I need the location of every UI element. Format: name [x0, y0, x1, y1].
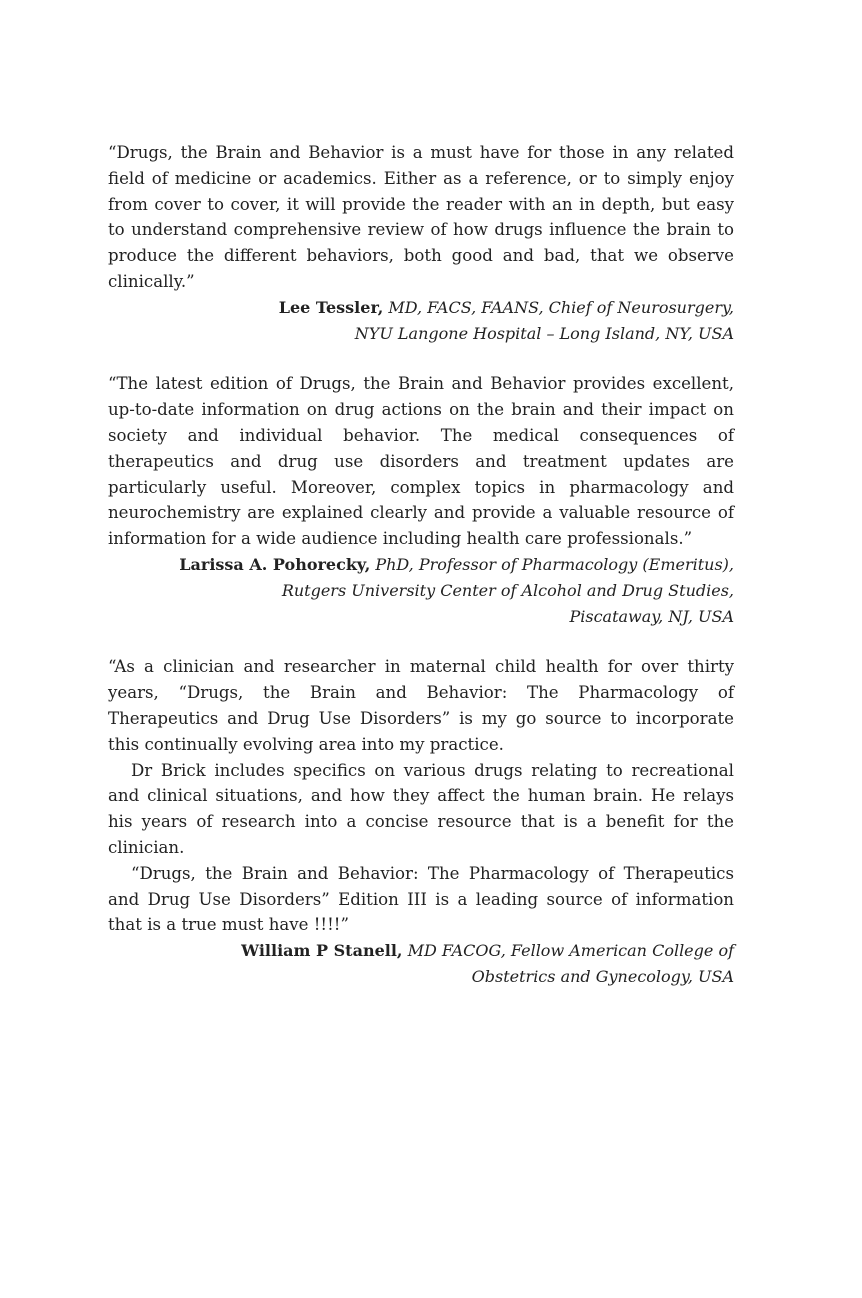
endorsement-quote: “The latest edition of Drugs, the Brain and Behavior provides excellent, up-to-date information on drug actions on the brain and their impact on society and individual behavior. The medical consequences of therapeutics and drug use disorders and treatment updates are particularly useful. Moreover, complex topics in pharmacology and neurochemistry are explained clearly and provide a valuable resource of information for a wide audience including health care professionals.”	[108, 374, 734, 549]
endorsements-page	[108, 140, 734, 1015]
endorser-name: Lee Tessler,	[278, 297, 384, 317]
endorsement-quote-continued: Dr Brick includes specifics on various drugs relating to recreational and clinical situations, and how they affect the human brain. He relays his years of research into a concise resource that is a benefit for the clinician.	[108, 760, 734, 857]
endorser-name: Larissa A. Pohorecky,	[179, 554, 371, 574]
endorsement-attribution	[108, 295, 734, 347]
endorser-affiliation: Obstetrics and Gynecology, USA	[471, 966, 734, 986]
endorser-credential: PhD, Professor of Pharmacology (Emeritus),	[370, 554, 734, 574]
endorsement-quote-continued: “Drugs, the Brain and Behavior: The Pharmacology of Therapeutics and Drug Use Disorders” Edition III is a leading source of information that is a true must have !!!!”	[108, 863, 734, 935]
endorser-credential: MD, FACS, FAANS, Chief of Neurosurgery,	[383, 297, 734, 317]
endorsement-quote: “Drugs, the Brain and Behavior is a must have for those in any related field of medicine or academics. Either as a reference, or to simply enjoy from cover to cover, it will provide the reader with an in depth, but easy to understand comprehensive review of how drugs influence the brain to produce the different behaviors, both good and bad, that we observe clinically.”	[108, 143, 734, 291]
endorsement-attribution	[108, 552, 734, 629]
endorsement-tessler	[108, 140, 734, 346]
endorsement-stanell	[108, 654, 734, 989]
endorsement-quote: “As a clinician and researcher in maternal child health for over thirty years, “Drugs, the Brain and Behavior: The Pharmacology of Therapeutics and Drug Use Disorders” is my go source to incorporate this continually evolving area into my practice.	[108, 657, 734, 754]
endorsement-attribution	[108, 938, 734, 990]
endorser-affiliation: NYU Langone Hospital – Long Island, NY, USA	[354, 323, 734, 343]
endorsement-pohorecky	[108, 371, 734, 629]
endorser-credential: MD FACOG, Fellow American College of	[402, 941, 734, 961]
endorser-affiliation: Rutgers University Center of Alcohol and Drug Studies,	[281, 580, 734, 600]
endorser-location: Piscataway, NJ, USA	[569, 606, 734, 626]
endorser-name: William P Stanell,	[241, 941, 403, 961]
